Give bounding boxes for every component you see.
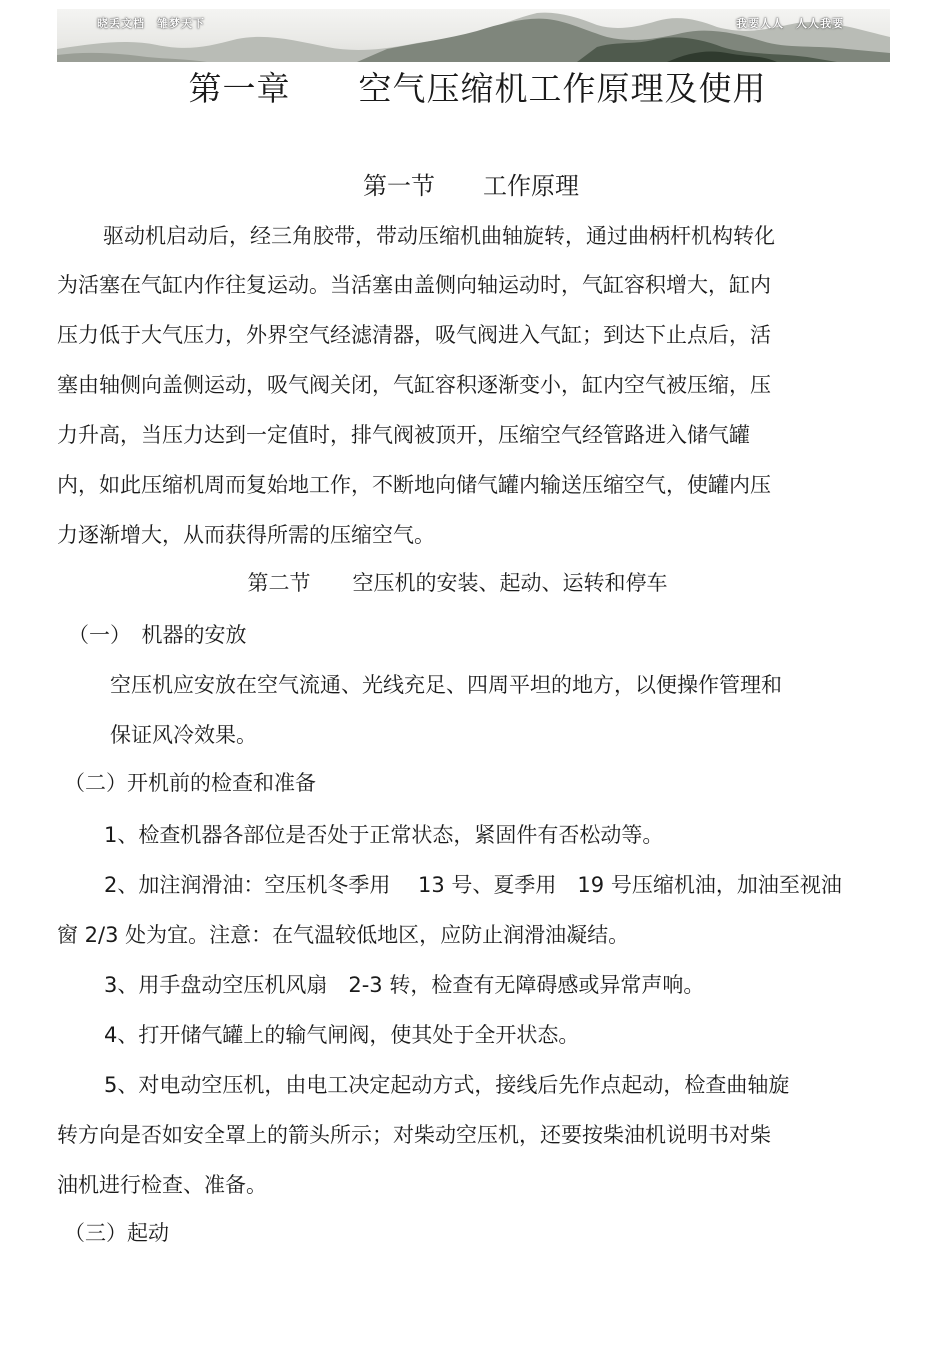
subsection-2-heading: （二）开机前的检查和准备 [64, 771, 316, 795]
section-1-line: 力升高，当压力达到一定值时，排气阀被顶开，压缩空气经管路进入储气罐 [57, 423, 750, 447]
section-1-line: 压力低于大气压力，外界空气经滤清器，吸气阀进入气缸；到达下止点后，活 [57, 323, 771, 347]
checklist-item: 窗 2/3 处为宜。注意：在气温较低地区，应防止润滑油凝结。 [57, 923, 630, 947]
banner-right-text: 我要人人 人人我要 [736, 17, 844, 30]
section-1-title: 第一节 工作原理 [363, 172, 579, 200]
subsection-1-line: 保证风冷效果。 [110, 723, 257, 747]
section-1-line: 驱动机启动后，经三角胶带，带动压缩机曲轴旋转，通过曲柄杆机构转化 [103, 224, 775, 248]
checklist-item: 油机进行检查、准备。 [57, 1173, 267, 1197]
section-1-line: 力逐渐增大，从而获得所需的压缩空气。 [57, 523, 435, 547]
section-2-title: 第二节 空压机的安装、起动、运转和停车 [247, 571, 668, 595]
checklist-item: 1、检查机器各部位是否处于正常状态，紧固件有否松动等。 [104, 823, 664, 847]
section-1-line: 为活塞在气缸内作往复运动。当活塞由盖侧向轴运动时，气缸容积增大，缸内 [57, 273, 771, 297]
subsection-1-heading: （一） 机器的安放 [68, 623, 247, 647]
section-1-line: 塞由轴侧向盖侧运动，吸气阀关闭，气缸容积逐渐变小，缸内空气被压缩，压 [57, 373, 771, 397]
section-1-line: 内，如此压缩机周而复始地工作，不断地向储气罐内输送压缩空气，使罐内压 [57, 473, 771, 497]
header-banner [57, 9, 890, 62]
banner-left-text: 晓丢文档 雏梦天下 [97, 17, 205, 30]
checklist-item: 2、加注润滑油：空压机冬季用 13 号、夏季用 19 号压缩机油，加油至视油 [104, 873, 842, 897]
checklist-item: 3、用手盘动空压机风扇 2-3 转，检查有无障碍感或异常声响。 [104, 973, 705, 997]
chapter-title: 第一章 空气压缩机工作原理及使用 [188, 69, 767, 108]
checklist-item: 转方向是否如安全罩上的箭头所示；对柴动空压机，还要按柴油机说明书对柴 [57, 1123, 771, 1147]
subsection-3-heading: （三）起动 [64, 1221, 169, 1245]
checklist-item: 5、对电动空压机，由电工决定起动方式，接线后先作点起动，检查曲轴旋 [104, 1073, 790, 1097]
subsection-1-line: 空压机应安放在空气流通、光线充足、四周平坦的地方，以便操作管理和 [110, 673, 782, 697]
checklist-item: 4、打开储气罐上的输气闸阀，使其处于全开状态。 [104, 1023, 580, 1047]
